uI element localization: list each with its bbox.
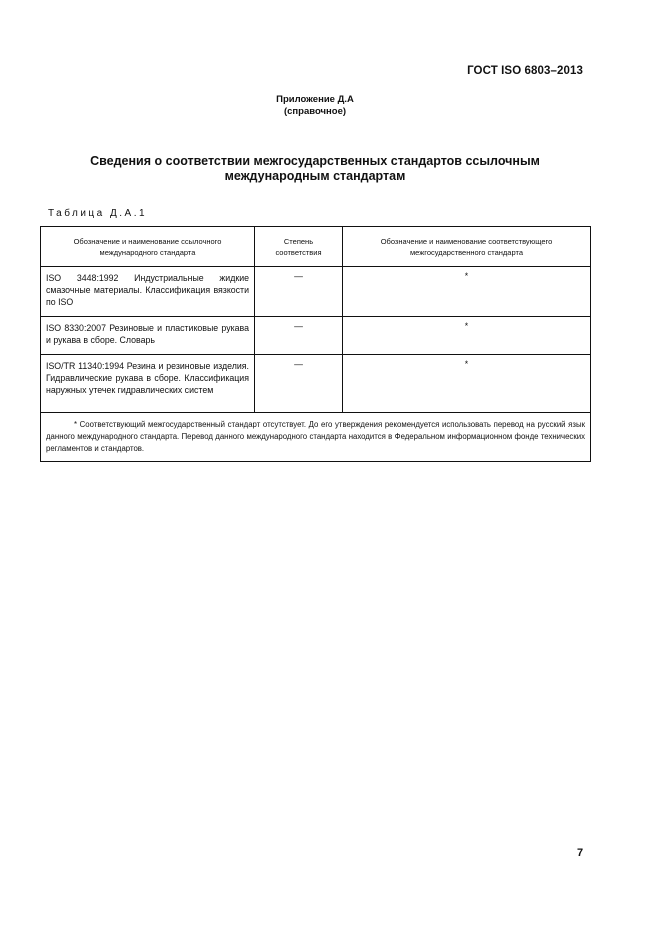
appendix-subtitle: (справочное) [283, 106, 347, 117]
table-caption: Таблица Д.А.1 [48, 208, 148, 219]
correspondence-table-container [40, 226, 590, 462]
correspondence-table [40, 226, 591, 462]
table-footnote-row [41, 413, 591, 462]
cell-degree: — [255, 267, 343, 317]
section-title-line-1: Сведения о соответствии межгосударственных стандартов ссылочным [90, 154, 540, 168]
document-code: ГОСТ ISO 6803–2013 [467, 65, 583, 77]
cell-interstate-standard: * [343, 267, 591, 317]
cell-international-standard: ISO/TR 11340:1994 Резина и резиновые изделия. Гидравлические рукава в сборе. Классификация наружных утечек гидравлических систем [41, 355, 255, 413]
table-footnote: * Соответствующий межгосударственный стандарт отсутствует. До его утверждения рекомендуется использовать перевод на русский язык данного международного стандарта. Перевод данного международного стандарта находится в Федеральном информационном фонде технических регламентов и стандартов. [41, 413, 591, 462]
section-title-line-2: международным стандартам [224, 169, 406, 183]
table-row [41, 355, 591, 413]
table-header-row [41, 227, 591, 267]
cell-international-standard: ISO 8330:2007 Резиновые и пластиковые рукава и рукава в сборе. Словарь [41, 317, 255, 355]
header-interstate-standard: Обозначение и наименование соответствующего межгосударственного стандарта [343, 227, 591, 267]
cell-degree: — [255, 317, 343, 355]
appendix-title: Приложение Д.А [276, 94, 354, 105]
cell-interstate-standard: * [343, 317, 591, 355]
cell-international-standard: ISO 3448:1992 Индустриальные жидкие смазочные материалы. Классификация вязкости по ISO [41, 267, 255, 317]
table-row [41, 267, 591, 317]
section-title [40, 154, 590, 184]
table-row [41, 317, 591, 355]
cell-degree: — [255, 355, 343, 413]
header-degree-of-correspondence: Степень соответствия [255, 227, 343, 267]
page-number: 7 [577, 847, 584, 859]
cell-interstate-standard: * [343, 355, 591, 413]
header-international-standard: Обозначение и наименование ссылочного международного стандарта [41, 227, 255, 267]
appendix-heading [0, 94, 630, 118]
